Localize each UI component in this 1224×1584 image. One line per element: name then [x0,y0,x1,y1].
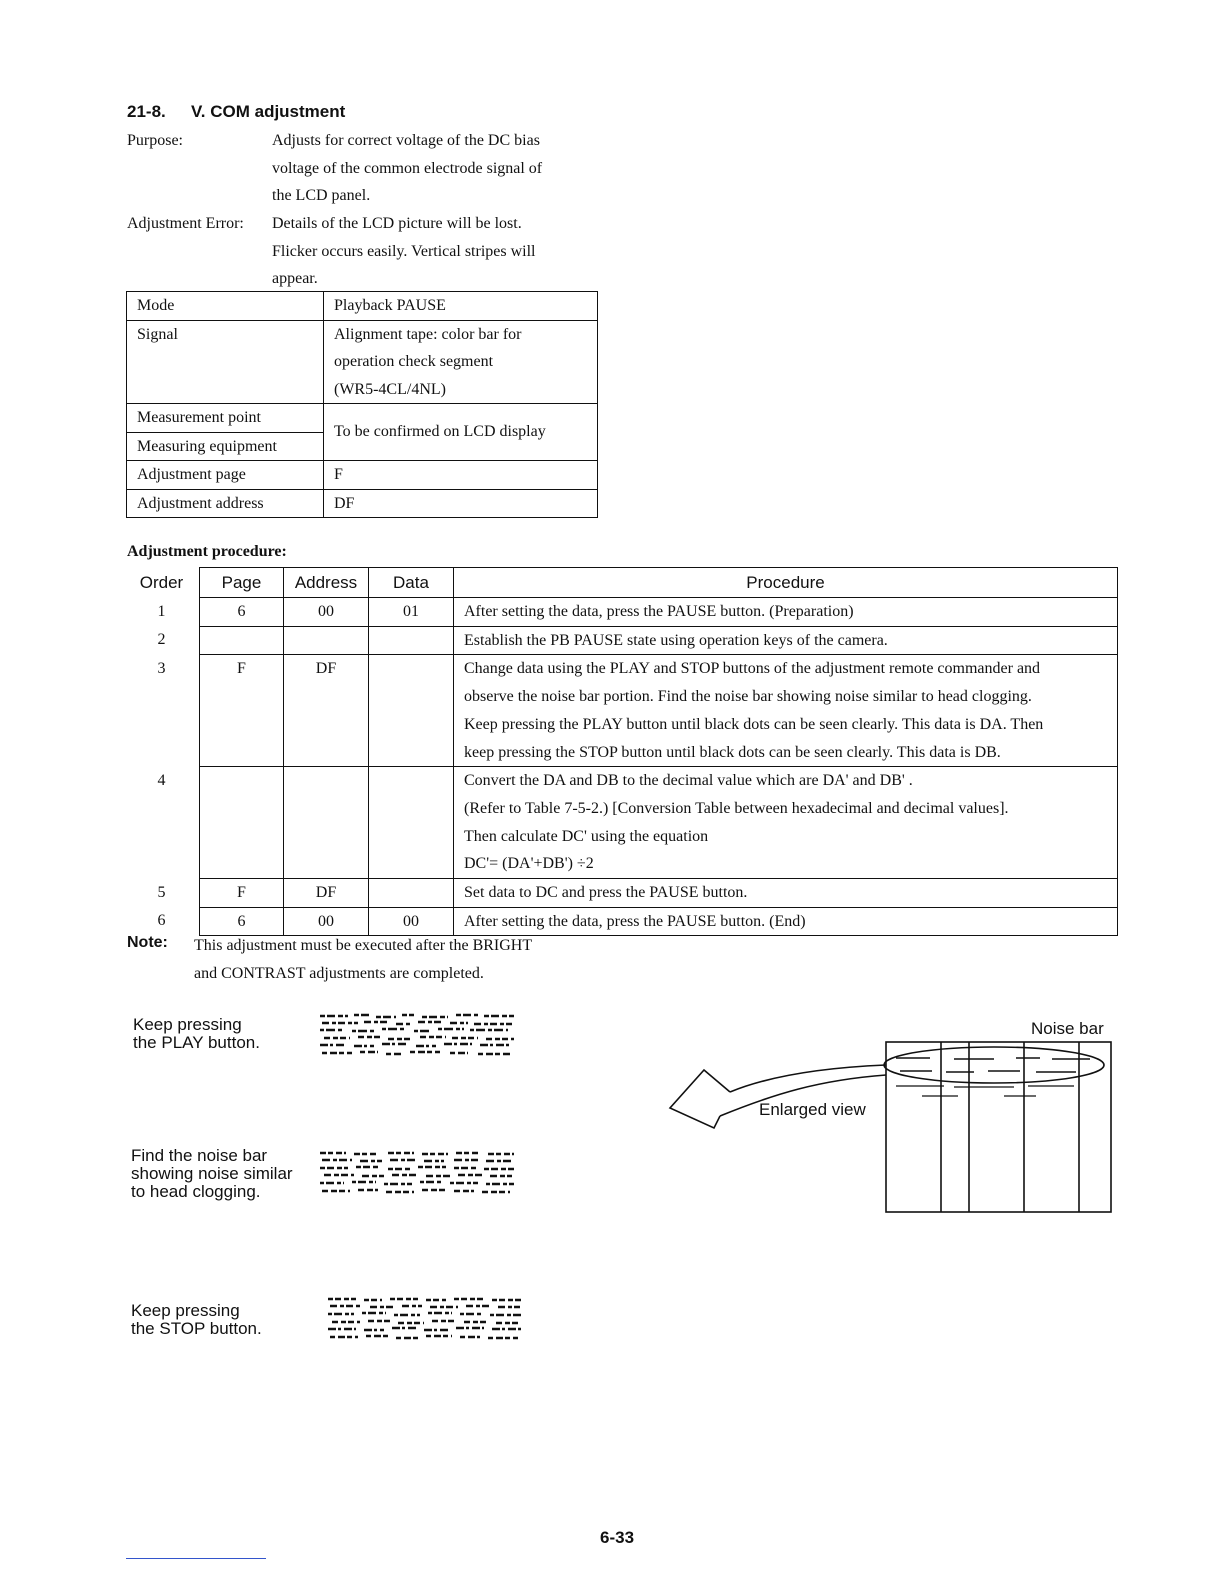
adjustment-error-label: Adjustment Error: [127,215,244,232]
data-header: Data [369,568,454,598]
table-row [124,767,1118,879]
order-cell: 5 [124,879,200,908]
adjustment-address-label: Adjustment address [127,489,324,518]
order-cell: 4 [124,767,200,879]
data-cell [369,879,454,908]
stop-caption-line: the STOP button. [131,1319,262,1338]
measure-value: To be confirmed on LCD display [324,404,598,461]
procedure-header-row [124,568,1118,598]
procedure-line: Then calculate DC' using the equation [464,827,709,845]
section-heading [127,102,345,122]
order-cell: 1 [124,598,200,627]
purpose-line: Adjusts for correct voltage of the DC bias [272,132,540,149]
mode-value: Playback PAUSE [324,292,598,321]
noise-pattern-stop-image [326,1294,526,1342]
procedure-line: Set data to DC and press the PAUSE button. [464,884,748,902]
procedure-cell [454,879,1118,908]
section-title: V. COM adjustment [191,102,346,121]
data-cell [369,626,454,655]
address-cell: 00 [284,907,369,936]
spec-row-measurement-point [127,404,598,433]
signal-line: Alignment tape: color bar for [334,325,522,343]
noise-pattern-play-image [318,1010,518,1058]
signal-label: Signal [127,320,324,404]
adjustment-error-line: appear. [272,270,318,287]
procedure-line: observe the noise bar portion. Find the noise bar showing noise similar to head clogging. [464,688,1032,706]
note-line: and CONTRAST adjustments are completed. [194,965,484,982]
page-cell: F [200,655,284,767]
note-text [194,932,614,988]
mode-label: Mode [127,292,324,321]
procedure-line: Convert the DA and DB to the decimal value which are DA' and DB' . [464,772,913,790]
adjustment-page-value: F [324,461,598,490]
page-number: 6-33 [600,1528,635,1547]
procedure-line: Establish the PB PAUSE state using operation keys of the camera. [464,631,888,649]
play-caption-line: the PLAY button. [133,1033,260,1052]
note-line: This adjustment must be executed after the BRIGHT [194,937,533,954]
data-cell: 00 [369,907,454,936]
adjustment-page-label: Adjustment page [127,461,324,490]
procedure-header: Procedure [454,568,1118,598]
adjustment-error-line: Flicker occurs easily. Vertical stripes will [272,242,536,260]
page-cell [200,626,284,655]
enlarged-view-diagram [664,1038,1116,1216]
page-cell: 6 [200,907,284,936]
spec-row-mode [127,292,598,321]
page-cell [200,767,284,879]
procedure-line: Change data using the PLAY and STOP buttons of the adjustment remote commander and [464,660,1041,678]
play-caption-line: Keep pressing [133,1015,242,1034]
measurement-point-label: Measurement point [127,404,324,433]
order-header: Order [124,568,200,598]
spec-row-signal [127,320,598,404]
adjustment-error-text [272,210,592,293]
procedure-cell [454,598,1118,627]
address-header: Address [284,568,369,598]
data-cell [369,767,454,879]
note-label: Note: [127,934,168,951]
procedure-line: keep pressing the STOP button until black dots can be seen clearly. This data is DB. [464,743,1001,761]
data-cell: 01 [369,598,454,627]
purpose-text [272,127,592,210]
noise-bar-ellipse [884,1047,1104,1083]
data-cell [369,655,454,767]
procedure-cell [454,655,1118,767]
procedure-line: After setting the data, press the PAUSE button. (Preparation) [464,603,854,620]
noise-caption-line: Find the noise bar [131,1146,268,1165]
order-cell: 2 [124,626,200,655]
spec-table [126,291,598,518]
procedure-title: Adjustment procedure: [127,543,287,560]
spec-row-adjustment-address [127,489,598,518]
address-cell [284,767,369,879]
enlarged-view-label: Enlarged view [759,1100,866,1119]
page-cell: 6 [200,598,284,627]
procedure-line: Keep pressing the PLAY button until black dots can be seen clearly. This data is DA. Then [464,715,1044,733]
procedure-line: After setting the data, press the PAUSE button. (End) [464,912,806,930]
purpose-line: voltage of the common electrode signal of [272,159,543,177]
signal-line: operation check segment [334,353,494,370]
stop-caption-line: Keep pressing [131,1301,240,1320]
table-row [124,598,1118,627]
noise-caption-line: showing noise similar [131,1164,293,1183]
spec-row-adjustment-page [127,461,598,490]
procedure-cell [454,767,1118,879]
address-cell: 00 [284,598,369,627]
play-caption [133,1016,260,1052]
table-row [124,879,1118,908]
procedure-line: DC'= (DA'+DB') ÷2 [464,855,594,873]
table-row [124,655,1118,767]
page-cell: F [200,879,284,908]
stop-caption [131,1302,262,1338]
procedure-table [124,567,1118,936]
procedure-cell [454,626,1118,655]
signal-value [324,320,598,404]
table-row [124,626,1118,655]
section-number: 21-8. [127,102,166,121]
signal-line: (WR5-4CL/4NL) [334,380,446,398]
noise-pattern-clogging-image [318,1148,518,1196]
noise-caption [131,1147,293,1201]
purpose-line: the LCD panel. [272,187,371,204]
address-cell: DF [284,879,369,908]
lcd-screen-box [886,1042,1111,1212]
address-cell [284,626,369,655]
page-header: Page [200,568,284,598]
order-cell: 6 [124,907,200,936]
noise-bar-label: Noise bar [1031,1019,1104,1038]
noise-caption-line: to head clogging. [131,1182,261,1201]
order-cell: 3 [124,655,200,767]
footer-divider [126,1558,266,1559]
address-cell: DF [284,655,369,767]
measuring-equipment-label: Measuring equipment [127,432,324,461]
purpose-label: Purpose: [127,132,183,149]
procedure-line: (Refer to Table 7-5-2.) [Conversion Table between hexadecimal and decimal values]. [464,799,1009,817]
adjustment-address-value: DF [324,489,598,518]
adjustment-error-line: Details of the LCD picture will be lost. [272,215,522,232]
